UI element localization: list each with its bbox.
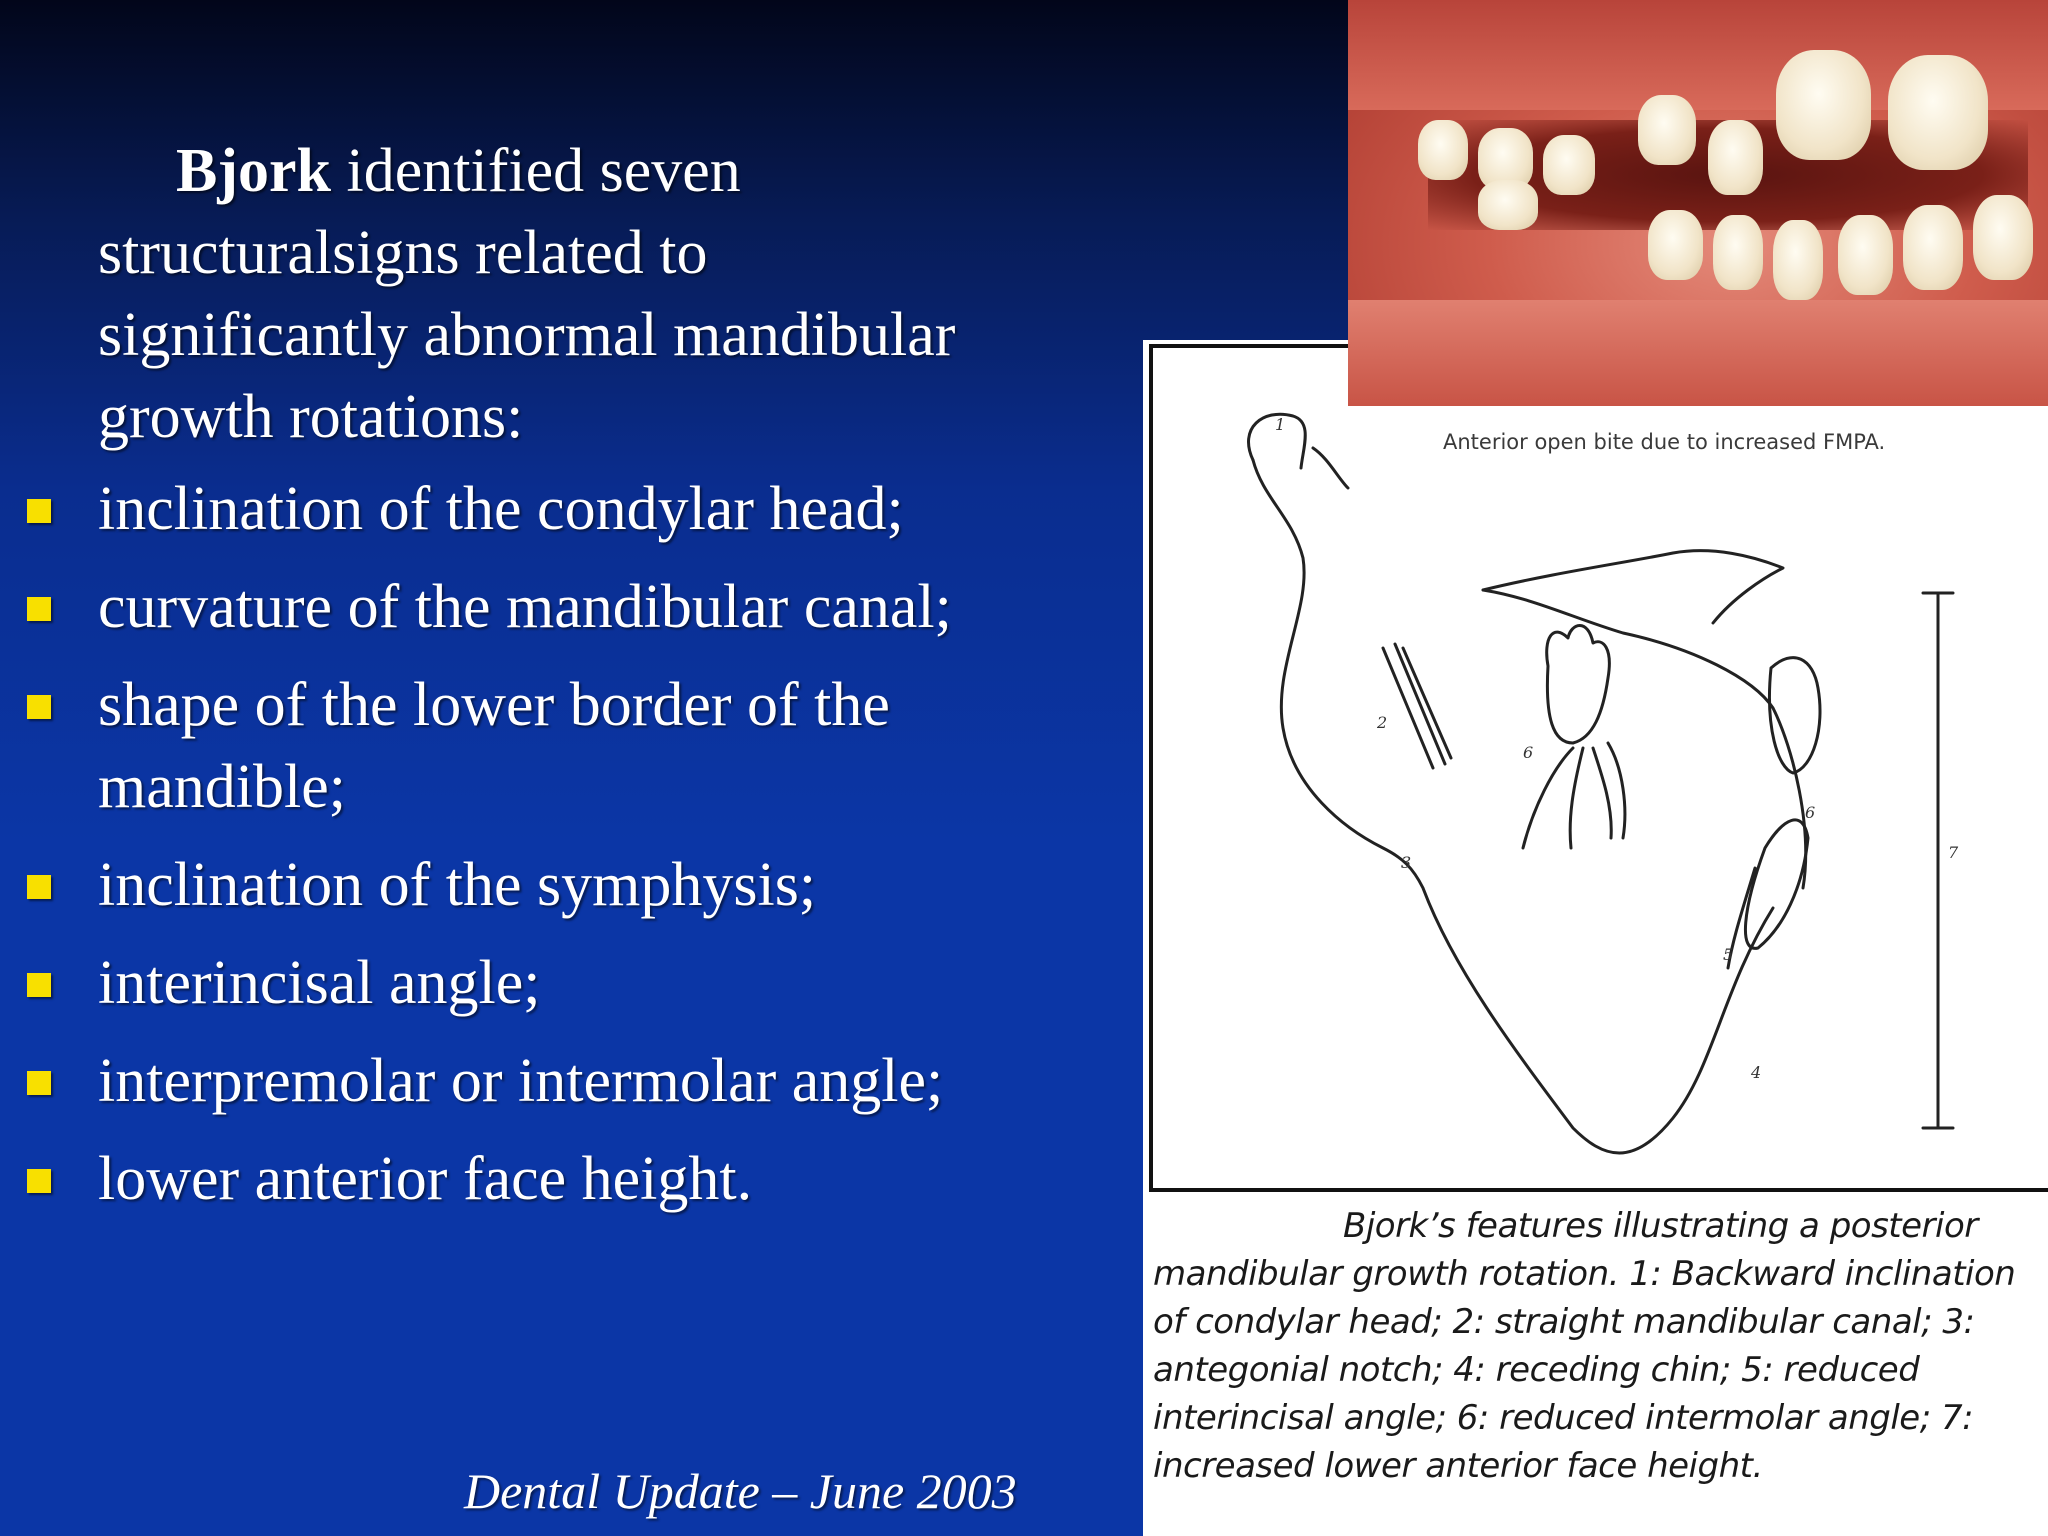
label-1: 1	[1275, 415, 1286, 434]
list-item: interpremolar or intermolar angle;	[0, 1040, 978, 1122]
label-4: 4	[1751, 1063, 1762, 1082]
slide-body	[0, 130, 1020, 1236]
citation: Dental Update – June 2003	[464, 1463, 1017, 1519]
figure-caption: Bjork’s features illustrating a posterior mandibular growth rotation. 1: Backward inclination of condylar head; 2: straight mandibular canal; 3: antegonial notch; 4: receding chin; 5: reduced interincisal angle; 6: reduced intermolar angle; 7: increased lower anterior face height.	[1153, 1206, 2016, 1486]
bullet-icon	[27, 597, 51, 621]
tooth	[1973, 195, 2033, 280]
tooth	[1888, 55, 1988, 170]
mandible-drawing	[1153, 348, 2048, 1188]
tooth	[1713, 215, 1763, 290]
bullet-icon	[27, 875, 51, 899]
list-item: inclination of the symphysis;	[0, 844, 978, 926]
bullet-icon	[27, 973, 51, 997]
tooth	[1776, 50, 1871, 160]
label-6a: 6	[1523, 743, 1534, 762]
label-6b: 6	[1805, 803, 1816, 822]
diagram-panel	[1143, 340, 2048, 1536]
label-7: 7	[1948, 843, 1959, 862]
list-item: shape of the lower border of the mandible;	[0, 664, 978, 828]
tooth	[1708, 120, 1763, 195]
label-2: 2	[1377, 713, 1388, 732]
bullet-icon	[27, 499, 51, 523]
author-name: Bjork	[176, 137, 331, 205]
label-5: 5	[1723, 945, 1734, 964]
tooth	[1418, 120, 1468, 180]
bullet-icon	[27, 1071, 51, 1095]
tooth	[1543, 135, 1595, 195]
tooth	[1838, 215, 1893, 295]
list-item: lower anterior face height.	[0, 1138, 978, 1220]
label-3: 3	[1401, 853, 1412, 872]
tooth	[1478, 180, 1538, 230]
bullet-icon	[27, 1169, 51, 1193]
tooth	[1773, 220, 1823, 300]
tooth	[1638, 95, 1696, 165]
lower-gum	[1348, 300, 2048, 406]
intro-text: identified seven structuralsigns related to significantly abnormal mandibular growth rotations:	[98, 137, 956, 451]
list-item: curvature of the mandibular canal;	[0, 566, 978, 648]
photo-caption: Anterior open bite due to increased FMPA.	[1443, 430, 1886, 454]
tooth	[1648, 210, 1703, 280]
open-bite-photo	[1348, 0, 2048, 406]
intro-paragraph	[98, 130, 958, 458]
tooth	[1903, 205, 1963, 290]
mandible-diagram	[1149, 344, 2048, 1192]
list-item: interincisal angle;	[0, 942, 978, 1024]
structural-signs-list	[0, 468, 1020, 1220]
list-item: inclination of the condylar head;	[0, 468, 978, 550]
bullet-icon	[27, 695, 51, 719]
